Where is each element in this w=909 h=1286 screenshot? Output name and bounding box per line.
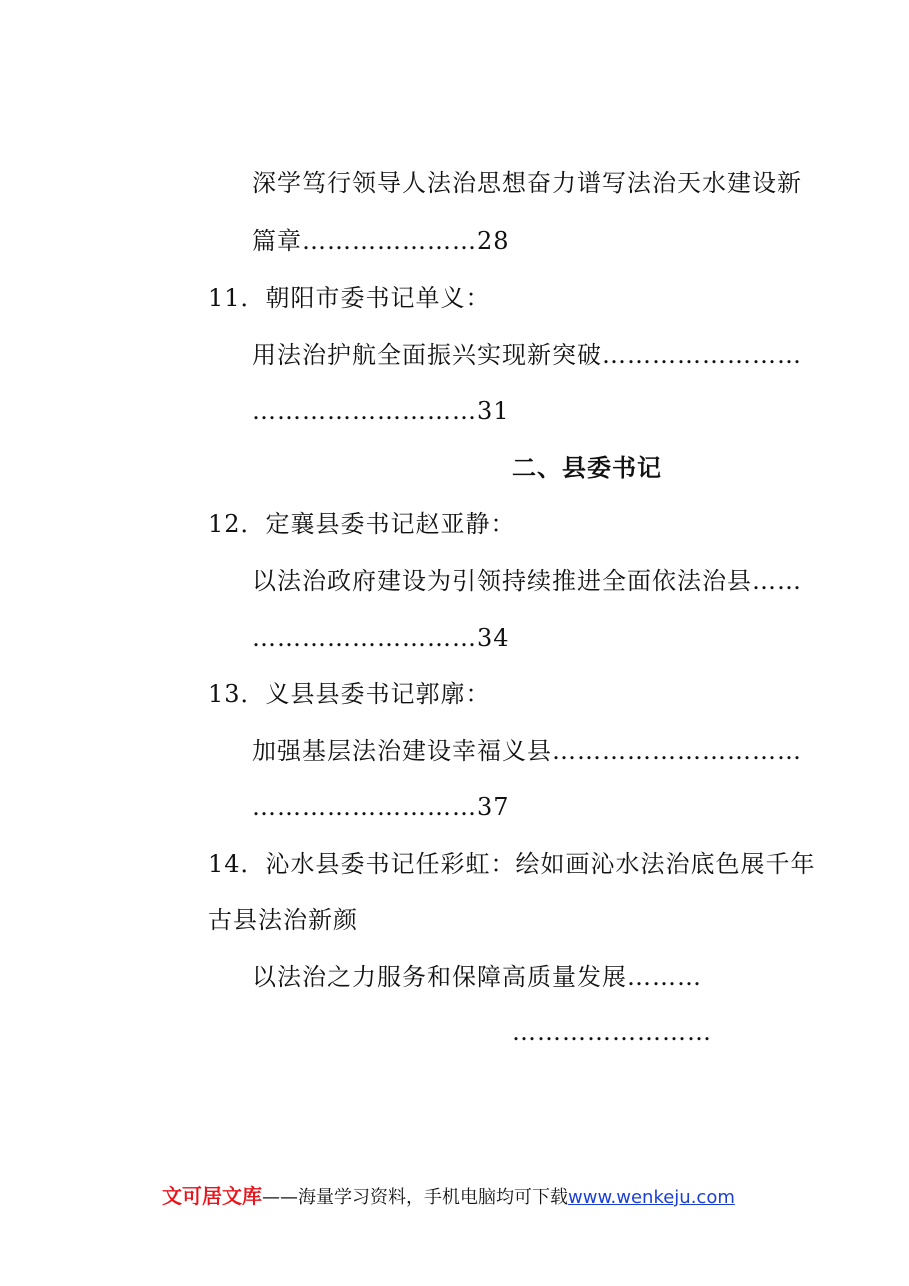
toc-entry-heading: 14．沁水县委书记任彩虹：绘如画沁水法治底色展千年 bbox=[208, 850, 816, 878]
toc-entry-title: 以法治之力服务和保障高质量发展……… bbox=[252, 963, 702, 991]
toc-entry-title: 用法治护航全面振兴实现新突破…………………… bbox=[252, 341, 802, 369]
toc-entry-page: ………………………37 bbox=[252, 793, 510, 821]
brand-logo-text: 文可居文库 bbox=[162, 1184, 262, 1208]
toc-entry-heading: 12．定襄县委书记赵亚静： bbox=[208, 510, 516, 538]
toc-entry-title: 深学笃行领导人法治思想奋力谱写法治天水建设新 bbox=[252, 169, 802, 197]
toc-entry-heading-cont: 古县法治新颜 bbox=[208, 906, 358, 934]
toc-entry-page: …………………… bbox=[512, 1018, 712, 1046]
section-heading: 二、县委书记 bbox=[512, 454, 662, 482]
toc-entry-heading: 11．朝阳市委书记单义： bbox=[208, 284, 491, 312]
page-footer bbox=[162, 1183, 735, 1211]
website-link[interactable]: www.wenkeju.com bbox=[568, 1187, 735, 1208]
toc-entry-heading: 13．义县县委书记郭廓： bbox=[208, 680, 491, 708]
toc-entry-page: ………………………31 bbox=[252, 397, 510, 425]
toc-entry-title: 以法治政府建设为引领持续推进全面依法治县…… bbox=[252, 567, 802, 595]
toc-entry-page: 篇章…………………28 bbox=[252, 227, 510, 255]
footer-tagline: ——海量学习资料，手机电脑均可下载 bbox=[262, 1187, 568, 1208]
toc-entry-page: ………………………34 bbox=[252, 624, 510, 652]
toc-entry-title: 加强基层法治建设幸福义县………………………… bbox=[252, 737, 802, 765]
